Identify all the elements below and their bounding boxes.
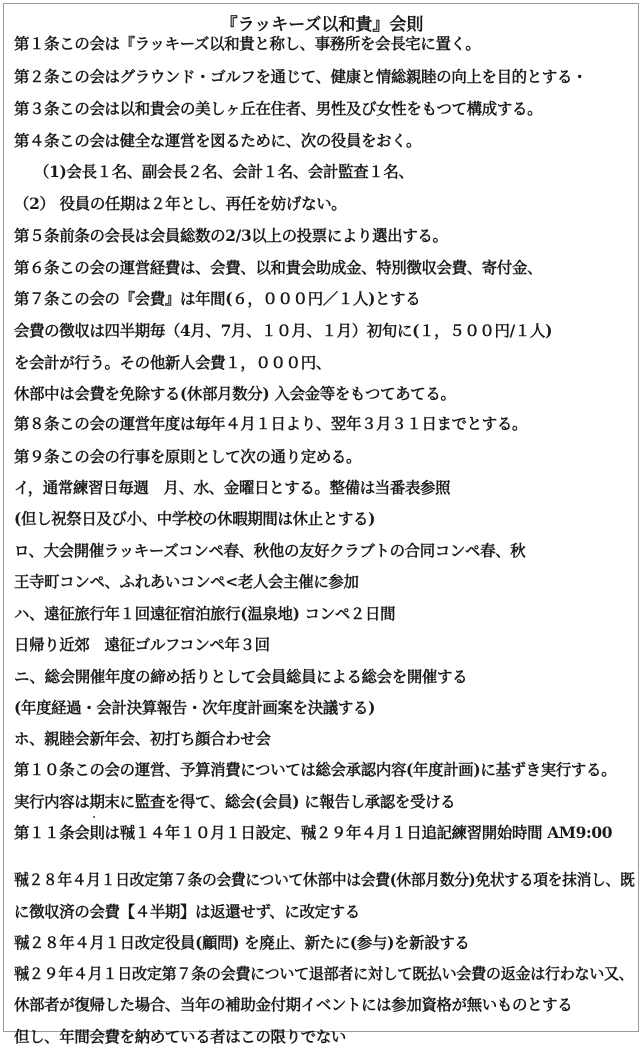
- rule-line: 第１０条この会の運営、予算消費については総会承認内容(年度計画)に基ずき実行する。: [14, 761, 617, 779]
- rule-line: ハ、遠征旅行年１回遠征宿泊旅行(温泉地) コンペ２日間: [14, 605, 396, 623]
- rule-line: （2） 役員の任期は２年とし、再任を妨げない。: [14, 195, 347, 213]
- rule-line: 実行内容は期末に監査を得て、総会(会員) に報告し承認を受ける: [14, 793, 456, 811]
- rule-line: ニ、総会開催年度の締め括りとして会員総員による総会を開催する: [14, 668, 468, 686]
- rule-line: ㍻２８年４月１日改定第７条の会費について休部中は会費(休部月数分)免状する項を抹消し、既: [14, 871, 635, 889]
- rule-line: 第１１条会則は㍻１４年１０月１日設定、㍻２９年４月１日追記練習開始時間 AM9:00: [14, 824, 613, 842]
- rule-line: イ，通常練習日毎週 月、水、金曜日とする。整備は当番表参照: [14, 479, 451, 497]
- rule-line: （1)会長１名、副会長２名、会計１名、会計監査１名、: [34, 163, 414, 181]
- document-title: 『ラッキーズ以和貴』会則: [220, 15, 424, 35]
- rule-line: 第５条前条の会長は会員総数の2/3以上の投票により選出する。: [14, 227, 448, 245]
- rule-line: 第７条この会の『会費』は年間(６，０００円／１人)とする: [14, 290, 421, 308]
- rule-line: 会費の徴収は四半期毎（4月、7月、１０月、１月）初旬に(１，５００円/１人): [14, 322, 553, 340]
- rule-line: 第１条この会は『ラッキーズ以和貴と称し、事務所を会長宅に置く。: [14, 35, 481, 53]
- rule-line: を会計が行う。その他新人会費１，０００円、: [14, 354, 331, 372]
- rule-line: 第４条この会は健全な運営を図るために、次の役員をおく。: [14, 132, 422, 150]
- rule-line: 第９条この会の行事を原則として次の通り定める。: [14, 448, 362, 466]
- rule-line: ロ、大会開催ラッキーズコンペ春、秋他の友好クラブトの合同コンペ春、秋: [14, 542, 526, 560]
- rule-line: 王寺町コンペ、ふれあいコンペ<老人会主催に参加: [14, 573, 359, 591]
- rule-line: 第２条この会はグラウンド・ゴルフを通じて、健康と情総親睦の向上を目的とする・: [14, 68, 588, 86]
- rule-line: ㍻２８年４月１日改定役員(顧問) を廃止、新たに(参与)を新設する: [14, 934, 470, 952]
- rule-line: に徴収済の会費【４半期】は返還せず、に改定する: [14, 903, 360, 921]
- rule-line: ㍻２９年４月１日改定第７条の会費について退部者に対して既払い会費の返金は行わない又、: [14, 965, 634, 983]
- rule-line: (但し祝祭日及び小、中学校の休暇期間は休止とする): [14, 510, 376, 528]
- rule-line: 休部中は会費を免除する(休部月数分) 入会金等をもつてあてる。: [14, 385, 456, 403]
- rule-line: (年度経過・会計決算報告・次年度計画案を決議する): [14, 699, 376, 717]
- stray-mark: [93, 816, 95, 818]
- rule-line: 第８条この会の運営年度は毎年４月１日より、翌年３月３１日までとする。: [14, 415, 528, 433]
- rule-line: 日帰り近郊 遠征ゴルフコンペ年３回: [14, 636, 270, 654]
- rule-line: 但し、年間会費を納めている者はこの限りでない: [14, 1028, 346, 1046]
- rule-line: 第６条この会の運営経費は、会費、以和貴会助成金、特別徴収会費、寄付金、: [14, 259, 543, 277]
- rule-line: 休部者が復帰した場合、当年の補助金付期イベントには参加資格が無いものとする: [14, 996, 573, 1014]
- rule-line: 第３条この会は以和貴会の美しヶ丘在住者、男性及び女性をもつて構成する。: [14, 100, 543, 118]
- rule-line: ホ、親睦会新年会、初打ち顔合わせ会: [14, 730, 271, 748]
